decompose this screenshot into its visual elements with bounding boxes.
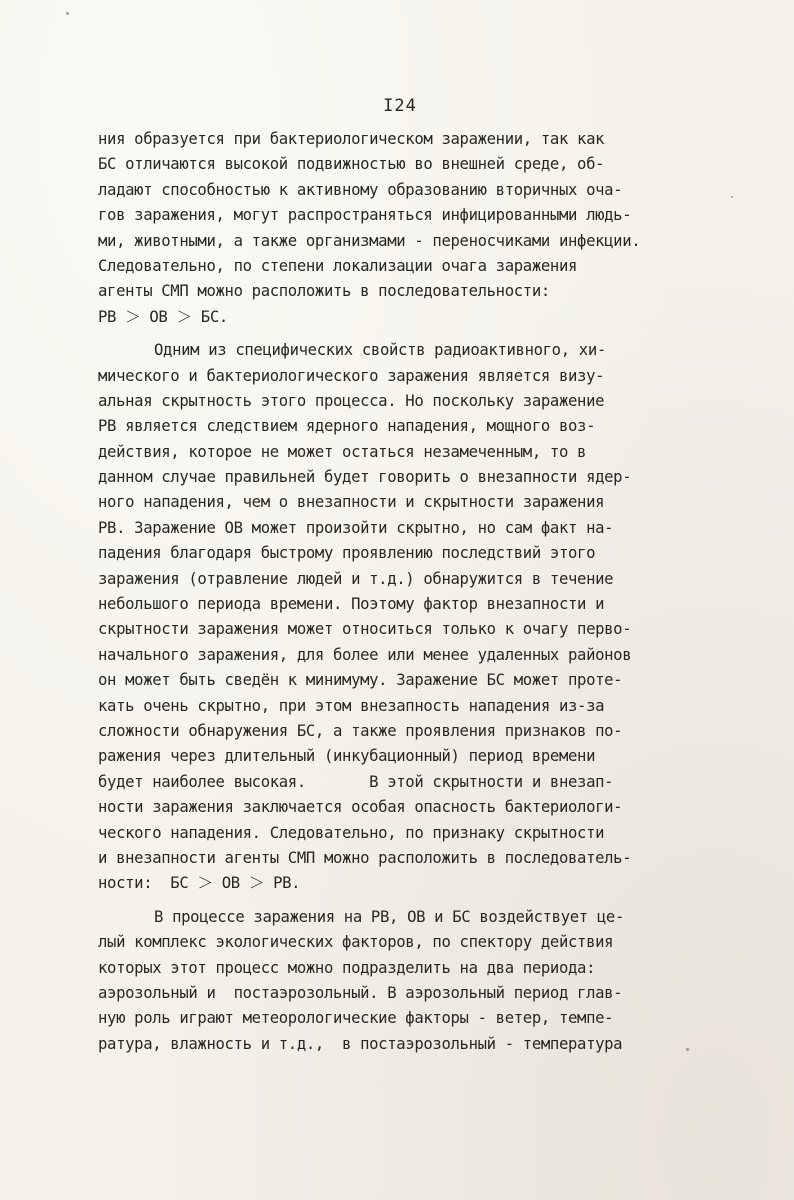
text-line: ми, животными, а также организмами - переносчиками инфекции. xyxy=(98,231,641,250)
text-line: БС отличаются высокой подвижностью во внешней среде, об- xyxy=(98,155,605,174)
text-line: начального заражения, для более или менее удаленных районов xyxy=(98,645,632,664)
text-line: ратура, влажность и т.д., в постаэрозольный - температура xyxy=(98,1034,623,1053)
text-line: Одним из специфических свойств радиоактивного, хи- xyxy=(154,341,606,360)
text-line: ражения через длительный (инкубационный) период времени xyxy=(98,747,596,766)
text-line: агенты СМП можно расположить в последовательности: xyxy=(98,282,550,301)
paragraph-gap xyxy=(98,330,698,338)
paragraph-2 xyxy=(98,338,698,897)
sequence-line: РВ ＞ ОВ ＞ БС. xyxy=(98,307,228,326)
text-line: небольшого периода времени. Поэтому фактор внезапности и xyxy=(98,595,605,614)
paper-speck xyxy=(66,12,69,15)
text-line: ния образуется при бактериологическом заражении, так как xyxy=(98,130,605,148)
text-line: он может быть сведён к минимуму. Заражение БС может проте- xyxy=(98,671,623,690)
text-line: кать очень скрытно, при этом внезапность нападения из-за xyxy=(98,696,605,715)
text-line: будет наиболее высокая. В этой скрытности и внезап- xyxy=(98,772,614,791)
page-number: I24 xyxy=(383,96,417,116)
paragraph-3 xyxy=(98,905,698,1057)
body-text xyxy=(98,127,698,1057)
text-line: заражения (отравление людей и т.д.) обнаружится в течение xyxy=(98,569,614,588)
paragraph-1 xyxy=(98,127,698,330)
paper-speck xyxy=(686,1048,689,1051)
text-line: скрытности заражения может относиться только к очагу перво- xyxy=(98,620,632,639)
text-line: ности заражения заключается особая опасность бактериологи- xyxy=(98,798,623,817)
paper-speck xyxy=(731,196,733,198)
text-line: мического и бактериологического заражения является визу- xyxy=(98,366,605,385)
text-line: ного нападения, чем о внезапности и скрытности заражения xyxy=(98,493,605,512)
text-line: ную роль играют метеорологические факторы - ветер, темпе- xyxy=(98,1009,614,1028)
text-line: альная скрытность этого процесса. Но поскольку заражение xyxy=(98,391,605,410)
text-line: и внезапности агенты СМП можно расположить в последователь- xyxy=(98,848,632,867)
text-line: РВ является следствием ядерного нападения, мощного воз- xyxy=(98,417,596,436)
text-line: гов заражения, могут распространяться инфицированными людь- xyxy=(98,206,632,225)
text-line: ладают способностью к активному образованию вторичных оча- xyxy=(98,180,623,199)
text-line: РВ. Заражение ОВ может произойти скрытно, но сам факт на- xyxy=(98,518,614,537)
text-line: лый комплекс экологических факторов, по спектору действия xyxy=(98,933,614,952)
paragraph-gap xyxy=(98,897,698,905)
text-line: В процессе заражения на РВ, ОВ и БС воздействует це- xyxy=(154,907,624,926)
text-line: Следовательно, по степени локализации очага заражения xyxy=(98,256,578,275)
sequence-line: ности: БС ＞ ОВ ＞ РВ. xyxy=(98,874,301,893)
text-line: аэрозольный и постаэрозольный. В аэрозольный период глав- xyxy=(98,983,623,1002)
text-line: сложности обнаружения БС, а также проявления признаков по- xyxy=(98,721,623,740)
text-line: данном случае правильней будет говорить о внезапности ядер- xyxy=(98,468,632,487)
text-line: падения благодаря быстрому проявлению последствий этого xyxy=(98,544,596,563)
text-line: ческого нападения. Следовательно, по признаку скрытности xyxy=(98,823,605,842)
text-line: которых этот процесс можно подразделить на два периода: xyxy=(98,958,596,977)
text-line: действия, которое не может остаться незамеченным, то в xyxy=(98,442,587,461)
